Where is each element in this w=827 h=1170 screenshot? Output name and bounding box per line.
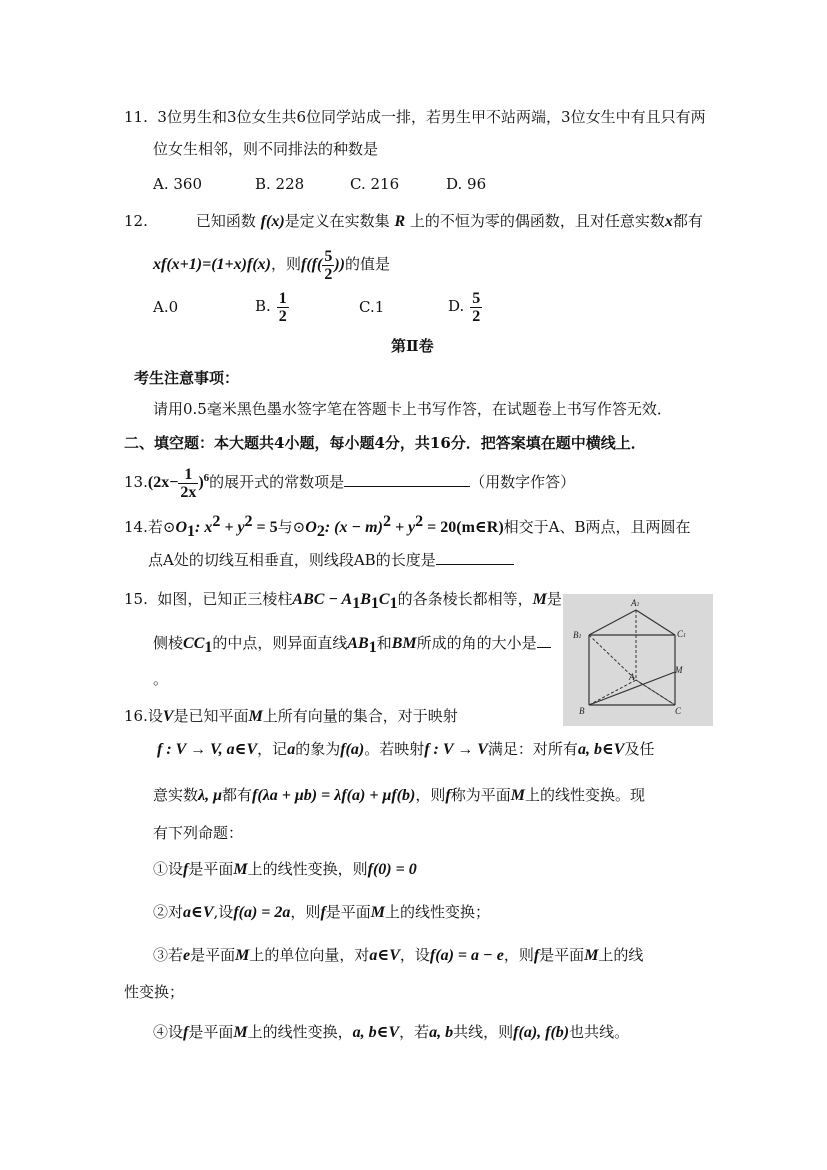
q13-exponent: 6 — [203, 472, 210, 484]
q13-frac-num: 1 — [178, 466, 198, 484]
q16-text: 是平面 — [190, 946, 236, 964]
q16-linearity: f(λa + μb) = λf(a) + μf(b) — [252, 787, 416, 804]
q15-text: 和 — [376, 634, 392, 652]
q16-text: ，设 — [399, 946, 430, 964]
q15-text: 的中点，则异面直线 — [212, 634, 348, 652]
q15-answer-blank[interactable] — [537, 633, 551, 648]
q16-text: ③若 — [153, 946, 184, 964]
q12-frac-den: 2 — [324, 265, 333, 283]
q15-sub: 1 — [352, 595, 361, 612]
q16-M: M — [248, 708, 263, 725]
q13-answer-blank[interactable] — [344, 472, 470, 487]
q16-f: f — [533, 947, 540, 964]
q16-M: M — [510, 787, 525, 804]
q14-eq: = 20(m∈R) — [423, 519, 504, 536]
q15-sub: 1 — [204, 639, 213, 656]
q14-text: 相交于A、B两点，且两圆在 — [503, 518, 691, 536]
edge-c1a1 — [636, 610, 675, 635]
q16-text: ，则 — [290, 903, 321, 921]
q12-frac-num: 5 — [324, 247, 333, 265]
q14-eq: + y — [390, 519, 416, 536]
q15-text: 侧棱 — [153, 634, 184, 652]
q16-text: 意实数 — [153, 786, 199, 804]
q14-text: 若⊙ — [147, 518, 176, 536]
q16-prop4 — [153, 1021, 629, 1044]
q14-sq: 2 — [382, 513, 391, 530]
q14-sub: 1 — [187, 523, 195, 540]
q16-text: 也共线。 — [569, 1023, 630, 1041]
q16-text: 上所有向量的集合，对于映射 — [262, 707, 458, 725]
q16-text: ，若 — [399, 1023, 430, 1041]
q16-V: V — [162, 708, 174, 725]
q15-text: 所成的角的大小是 — [416, 634, 537, 652]
q12-number: 12. — [124, 212, 148, 230]
q12-equation: xf(x+1)=(1+x)f(x) — [153, 256, 271, 273]
q16-text: 。若映射 — [364, 740, 425, 758]
q15-sub: 1 — [389, 595, 398, 612]
q15-number: 15. — [124, 590, 148, 608]
q15-bm: BM — [391, 635, 417, 652]
q12-fx: f(x) — [260, 213, 285, 230]
q16-text: ，则 — [503, 946, 534, 964]
q16-line4: 有下列命题： — [153, 824, 244, 842]
q16-lambda-mu: λ, μ — [198, 787, 223, 804]
q13-text: 的展开式的常数项是 — [209, 473, 345, 491]
q12-text: 是定义在实数集 — [284, 212, 390, 230]
q12-ff-pre: f(f( — [301, 256, 323, 273]
q16-text: 上的线性变换。现 — [524, 786, 645, 804]
q16-f: f — [183, 861, 189, 878]
q16-prop1 — [153, 858, 417, 881]
q16-eq: a, b — [429, 1024, 454, 1041]
q15-line2 — [153, 632, 551, 659]
notice-title: 考生注意事项： — [134, 369, 240, 387]
q15-ab: AB — [347, 635, 369, 652]
q14-eq: : x — [195, 519, 213, 536]
q16-fa: f(a) — [340, 741, 365, 758]
q16-text: 上的线性变换，则 — [247, 860, 368, 878]
q11-choice-b: B. 228 — [255, 175, 305, 193]
q14-text: 点A处的切线互相垂直，则线段AB的长度是 — [148, 551, 436, 569]
q16-M: M — [370, 904, 386, 921]
label-b1: B1 — [573, 630, 582, 640]
q14-line1 — [124, 511, 691, 543]
q14-number: 14. — [124, 518, 148, 536]
q15-prism: B — [360, 591, 371, 608]
label-c1: C1 — [677, 629, 687, 639]
q16-line2 — [157, 738, 654, 761]
q16-M: M — [233, 1024, 248, 1041]
q14-sub: 2 — [316, 523, 325, 540]
q16-eq: f(a) = 2a — [233, 904, 291, 921]
q13-text: （用数字作答） — [470, 473, 576, 491]
q14-circle1: O — [175, 519, 187, 536]
q12-R: R — [394, 213, 406, 230]
q15-cc: CC — [183, 635, 205, 652]
q16-text: ④设 — [153, 1023, 184, 1041]
q13-post: ) — [198, 474, 204, 491]
label-b: B — [579, 706, 585, 716]
label-m: M — [675, 665, 683, 675]
q16-map: f : V → V — [424, 741, 488, 758]
q12-d-den: 2 — [472, 307, 481, 325]
q14-line2 — [148, 549, 514, 571]
q15-M: M — [532, 591, 547, 608]
q14-eq: = 5 — [252, 519, 278, 536]
q12-choice-a: A.0 — [153, 298, 179, 316]
q16-eq: a∈V — [183, 904, 214, 921]
q16-eq: a∈V — [369, 947, 400, 964]
q16-eq: f(0) = 0 — [367, 861, 417, 878]
q11-text-2: 位女生相邻，则不同排法的种数是 — [153, 140, 379, 158]
q12-ff-post: )) — [334, 256, 345, 273]
q12-text: 上的不恒为零的偶函数，且对任意实数 — [409, 212, 665, 230]
q12-line2 — [153, 244, 390, 285]
q14-answer-blank[interactable] — [436, 550, 514, 565]
q16-text: 及任 — [624, 740, 655, 758]
q16-text: 是平面 — [539, 946, 585, 964]
q16-text: 上的线性变换； — [385, 903, 491, 921]
part2-title: 第Ⅱ卷 — [391, 337, 434, 355]
q12-choice-c: C.1 — [359, 298, 385, 316]
q12-text: 都有 — [672, 212, 703, 230]
q14-text: 与⊙ — [277, 518, 306, 536]
q16-text: 称为平面 — [450, 786, 511, 804]
q15-text: 是 — [546, 590, 562, 608]
q16-text: ②对 — [153, 903, 184, 921]
q16-M: M — [584, 947, 599, 964]
q16-M: M — [233, 861, 248, 878]
q16-text: 是已知平面 — [173, 707, 249, 725]
q12-choice-b — [255, 287, 289, 325]
prism-figure — [563, 594, 713, 726]
q12-x: x — [664, 213, 673, 230]
q13-pre: (2x− — [147, 474, 179, 491]
q15-line1 — [124, 588, 562, 615]
q14-eq: + y — [220, 519, 245, 536]
q16-text: 的象为 — [295, 740, 341, 758]
q12-text: 的值是 — [344, 255, 390, 273]
q15-prism: C — [378, 591, 390, 608]
q16-text: 设 — [147, 707, 163, 725]
q12-choice-d-label: D. — [448, 297, 465, 315]
q16-eq: f(a), f(b) — [513, 1024, 570, 1041]
q16-line1 — [124, 705, 458, 728]
q16-text: 上的线 — [598, 946, 644, 964]
q12-text: ，则 — [270, 255, 301, 273]
q16-text: 满足：对所有 — [487, 740, 578, 758]
q16-text: 上的单位向量，对 — [249, 946, 370, 964]
q13-number: 13. — [124, 473, 148, 491]
q11-text-1: 3位男生和3位女生共6位同学站成一排，若男生甲不站两端，3位女生中有且只有两 — [157, 108, 706, 126]
q16-text: 是平面 — [188, 1023, 234, 1041]
q16-f: f — [183, 1024, 189, 1041]
q11-choice-c: C. 216 — [350, 175, 400, 193]
q15-sub: 1 — [370, 595, 379, 612]
q12-choice-b-label: B. — [255, 297, 271, 315]
edge-b1a1 — [589, 610, 636, 635]
q16-text: 是平面 — [188, 860, 234, 878]
q11-line1 — [124, 106, 706, 128]
q15-sub: 1 — [368, 639, 377, 656]
q12-d-num: 5 — [472, 289, 481, 307]
q11-number: 11. — [124, 108, 148, 126]
q16-eq: f(a) = a − e — [429, 947, 504, 964]
q14-eq: : (x − m) — [324, 519, 383, 536]
q12-choice-d — [448, 287, 482, 325]
q14-sq: 2 — [415, 513, 424, 530]
q16-prop2 — [153, 901, 490, 924]
section2-heading: 二、填空题：本大题共4小题，每小题4分，共16分．把答案填在题中横线上． — [124, 434, 646, 452]
q14-sq: 2 — [244, 513, 253, 530]
q16-text: ，记 — [257, 740, 288, 758]
q13-line — [124, 458, 575, 503]
prism-diagram — [563, 594, 713, 726]
q16-line3 — [153, 784, 645, 807]
q16-text: 都有 — [222, 786, 253, 804]
q16-text: 是平面 — [325, 903, 371, 921]
q13-frac-den: 2x — [180, 483, 197, 501]
q16-e: e — [183, 947, 191, 964]
q16-number: 16. — [124, 707, 148, 725]
q12-line1 — [124, 210, 703, 233]
label-a1: A1 — [631, 598, 640, 608]
q16-text: 上的线性变换， — [247, 1023, 353, 1041]
notice-text: 请用0.5毫米黑色墨水签字笔在答题卡上书写作答，在试题卷上书写作答无效． — [153, 400, 672, 418]
q14-sq: 2 — [212, 513, 221, 530]
q16-text: 共线，则 — [453, 1023, 514, 1041]
q15-text: 如图，已知正三棱柱 — [157, 590, 293, 608]
q12-text: 已知函数 — [195, 212, 256, 230]
q16-text: ①设 — [153, 860, 184, 878]
label-a: A — [629, 672, 635, 682]
q16-f: f — [445, 787, 451, 804]
q16-map: f : V → V, a∈V — [157, 741, 258, 758]
edge-ba-hidden — [589, 680, 636, 705]
q15-prism: ABC − A — [292, 591, 353, 608]
q16-a: a — [287, 741, 296, 758]
q11-choice-a: A. 360 — [153, 175, 202, 193]
q12-b-num: 1 — [278, 289, 287, 307]
q16-abV: a, b∈V — [577, 741, 625, 758]
q15-line3: 。 — [153, 670, 169, 688]
q16-text: ,设 — [213, 903, 234, 921]
q15-text: 的各条棱长都相等， — [397, 590, 533, 608]
q16-f: f — [320, 904, 326, 921]
q14-circle2: O — [305, 519, 317, 536]
q16-prop3 — [153, 944, 643, 967]
q12-b-den: 2 — [278, 307, 287, 325]
q12-fraction — [322, 248, 334, 283]
label-c: C — [675, 706, 682, 716]
q16-text: ，则 — [415, 786, 446, 804]
q16-eq: a, b∈V — [352, 1024, 400, 1041]
q11-choice-d: D. 96 — [446, 175, 487, 193]
q16-prop3-cont: 性变换； — [124, 983, 185, 1001]
q16-M: M — [235, 947, 250, 964]
